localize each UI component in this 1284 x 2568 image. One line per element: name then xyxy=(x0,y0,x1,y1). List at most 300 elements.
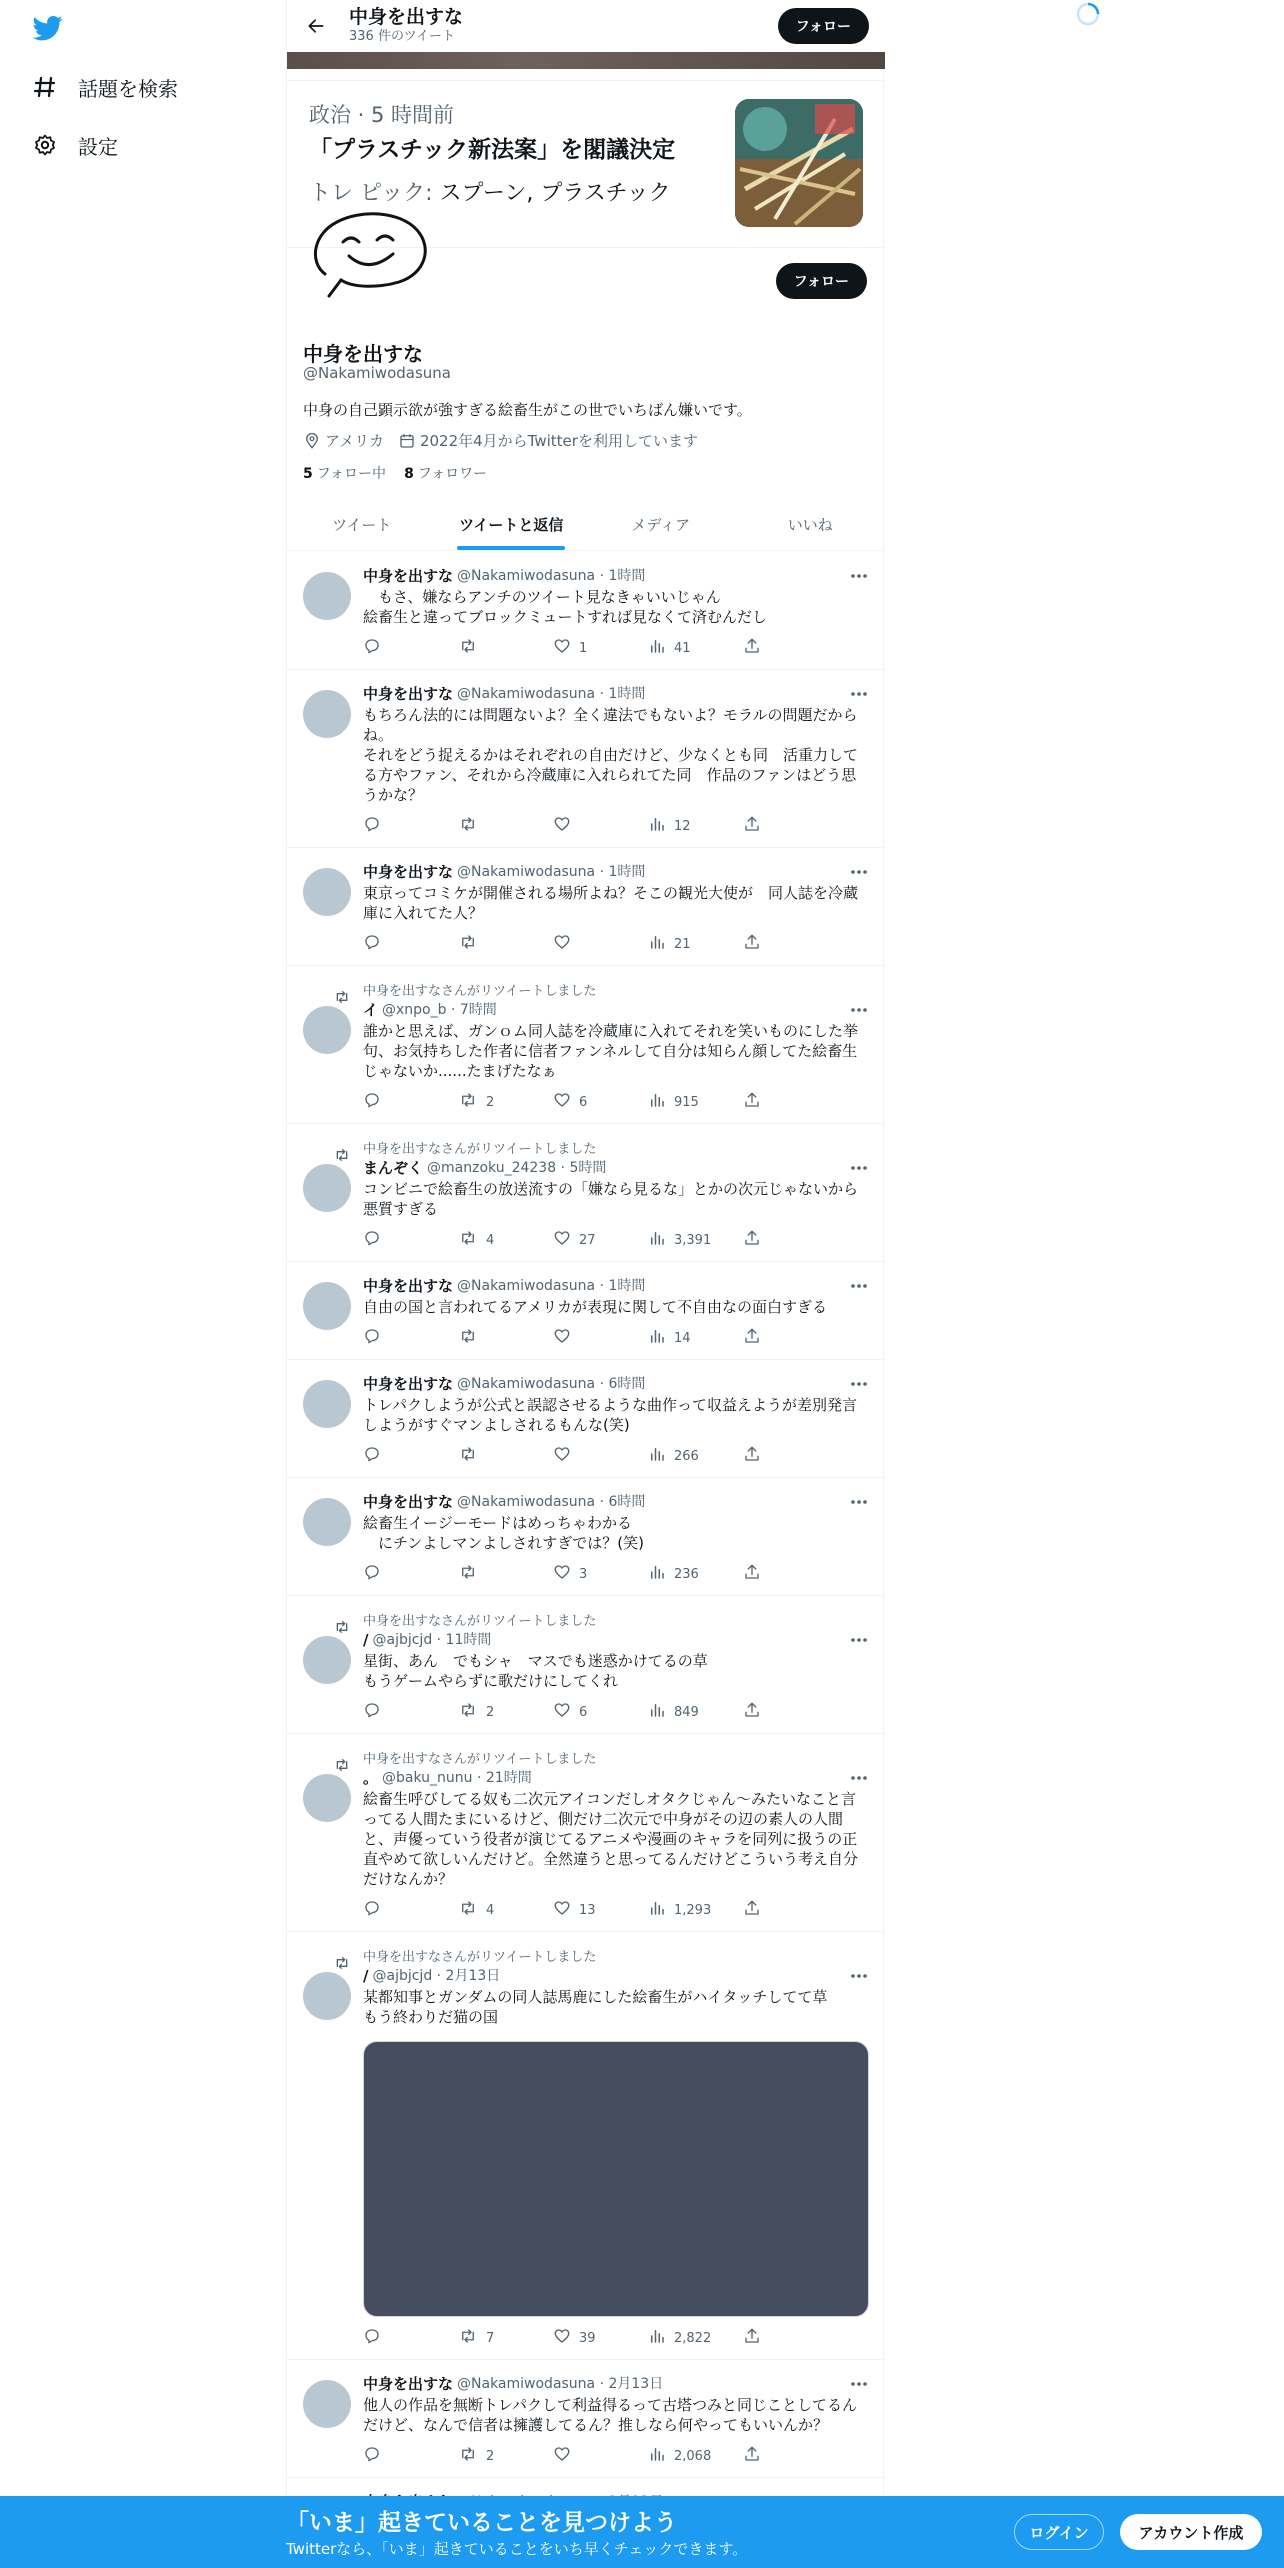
share-button[interactable] xyxy=(743,637,769,659)
tweet-actions xyxy=(363,815,783,837)
retweet-action-icon xyxy=(458,1899,486,1921)
more-options-icon[interactable] xyxy=(849,684,869,704)
tweet-text: 誰かと思えば、ガンｏム同人誌を冷蔵庫に入れてそれを笑いものにした挙句、お気持ちした作者に信者ファンネルして自分は知らん顔してた絵畜生じゃないか......たまげたなぁ xyxy=(363,1022,859,1080)
tweet[interactable] xyxy=(287,1734,885,1932)
like-button[interactable] xyxy=(553,1229,648,1251)
profile-avatar[interactable] xyxy=(303,196,443,306)
tweet-author-name[interactable]: 中身を出すな xyxy=(363,1493,454,1511)
view-count: 236 xyxy=(674,1566,699,1582)
avatar[interactable] xyxy=(303,1498,351,1546)
like-count: 6 xyxy=(579,1094,588,1110)
tweet-header xyxy=(363,862,869,882)
tweet-header xyxy=(363,1630,869,1650)
tweet-text: 絵畜生呼びしてる奴も二次元アイコンだしオタクじゃん〜みたいなこと言ってる人間たまにいるけど、側だけ二次元で中身がその辺の素人の人間と、声優っていう役者が演じてるアニメや漫画のキャラを同列に扱うの正直やめて欲しいんだけど。全然違うと思ってるんだけどこういう考え自分だけなんか？ xyxy=(363,1790,859,1888)
share-button[interactable] xyxy=(743,2445,769,2467)
tweet[interactable] xyxy=(287,966,885,1124)
avatar[interactable] xyxy=(303,868,351,916)
reply-button[interactable] xyxy=(363,1701,458,1723)
bar-chart-icon xyxy=(648,1229,674,1251)
avatar[interactable] xyxy=(303,572,351,620)
retweet-action-icon xyxy=(458,815,486,837)
reply-icon xyxy=(363,1701,389,1723)
nav-explore-label: 話題を検索 xyxy=(78,76,178,101)
tweet-actions xyxy=(363,637,783,659)
tweet-media-image[interactable] xyxy=(363,2041,869,2317)
twitter-logo-icon[interactable] xyxy=(32,13,64,43)
view-count: 12 xyxy=(674,818,691,834)
views-button[interactable] xyxy=(648,815,743,837)
retweet-action-icon xyxy=(458,1229,486,1251)
retweet-context xyxy=(359,1748,869,1766)
profile-location-text: アメリカ xyxy=(325,432,384,450)
like-button[interactable] xyxy=(553,815,648,837)
share-icon xyxy=(743,1229,769,1251)
profile-bio: 中身の自己顕示欲が強すぎる絵畜生がこの世でいちばん嫌いです。 xyxy=(303,401,752,419)
back-button[interactable] xyxy=(299,9,333,43)
avatar[interactable] xyxy=(303,1006,351,1054)
share-icon xyxy=(743,2327,769,2349)
share-button[interactable] xyxy=(743,1563,769,1585)
like-button[interactable] xyxy=(553,1563,648,1585)
tweet-header xyxy=(363,1492,869,1512)
nav-settings[interactable] xyxy=(32,125,118,165)
tweet-actions xyxy=(363,2445,783,2467)
share-icon xyxy=(743,2445,769,2467)
view-count: 3,391 xyxy=(674,1232,712,1248)
tweet[interactable] xyxy=(287,848,885,966)
tweet-author-name[interactable]: / xyxy=(363,1631,369,1649)
like-button[interactable] xyxy=(553,1701,648,1723)
share-button[interactable] xyxy=(743,1899,769,1921)
share-button[interactable] xyxy=(743,1701,769,1723)
retweet-context-text: 中身を出すなさんがリツイートしました xyxy=(363,1949,597,1965)
signup-button[interactable]: アカウント作成 xyxy=(1120,2514,1262,2550)
share-icon xyxy=(743,1445,769,1467)
heart-icon xyxy=(553,1701,579,1723)
retweet-button[interactable] xyxy=(458,1701,553,1723)
bar-chart-icon xyxy=(648,815,674,837)
retweet-button[interactable] xyxy=(458,1091,553,1113)
reply-icon xyxy=(363,1899,389,1921)
tweet-text: 他人の作品を無断トレパクして利益得るって古塔つみと同じことしてるんだけど、なんで信者は擁護してるん？推しなら何やってもいいんか？ xyxy=(363,2396,857,2434)
tweet-author-name[interactable]: 中身を出すな xyxy=(363,863,454,881)
share-button[interactable] xyxy=(743,2327,769,2349)
view-count: 14 xyxy=(674,1330,691,1346)
reply-icon xyxy=(363,2445,389,2467)
nav-explore[interactable] xyxy=(32,67,178,107)
trend-image xyxy=(735,99,863,227)
reply-icon xyxy=(363,1091,389,1113)
share-button[interactable] xyxy=(743,815,769,837)
tweet-author-name[interactable]: 中身を出すな xyxy=(363,685,454,703)
tweet[interactable] xyxy=(287,1596,885,1734)
tweet-text: もさ、嫌ならアンチのツイート見なきゃいいじゃん 絵畜生と違ってブロックミュートすれば見なくて済むんだし xyxy=(363,588,767,626)
tweet-actions xyxy=(363,1899,783,1921)
heart-icon xyxy=(553,2445,579,2467)
tweet[interactable] xyxy=(287,2360,885,2478)
share-button[interactable] xyxy=(743,1327,769,1349)
avatar[interactable] xyxy=(303,1972,351,2020)
tweet-author-handle[interactable]: @ajbjcjd · 2月13日 xyxy=(372,1968,501,1984)
retweet-action-icon xyxy=(458,2445,486,2467)
more-options-icon[interactable] xyxy=(849,1000,869,1020)
tweet-author-handle[interactable]: @xnpo_b · 7時間 xyxy=(382,1002,497,1018)
signup-banner xyxy=(0,2496,1284,2568)
tweet-actions xyxy=(363,1563,783,1585)
tweet-header xyxy=(363,1276,869,1296)
reply-button[interactable] xyxy=(363,1091,458,1113)
reply-button[interactable] xyxy=(363,1899,458,1921)
bar-chart-icon xyxy=(648,1327,674,1349)
retweet-button[interactable] xyxy=(458,815,553,837)
views-button[interactable] xyxy=(648,1327,743,1349)
retweet-button[interactable] xyxy=(458,1229,553,1251)
tweet-author-handle[interactable]: @Nakamiwodasuna · 1時間 xyxy=(457,686,646,702)
like-button[interactable] xyxy=(553,2327,648,2349)
tweet-actions xyxy=(363,1327,783,1349)
reply-button[interactable] xyxy=(363,933,458,955)
tweet-actions xyxy=(363,1229,783,1251)
share-icon xyxy=(743,1563,769,1585)
followers-count: 8 xyxy=(404,466,414,482)
more-options-icon[interactable] xyxy=(849,566,869,586)
view-count: 1,293 xyxy=(674,1902,712,1918)
profile-follow-button[interactable]: フォロー xyxy=(776,263,867,299)
tweet-text: 星街、あん でもシャ マスでも迷惑かけてるの草 もうゲームやらずに歌だけにしてくれ xyxy=(363,1652,708,1690)
header-tweet-count: 336 件のツイート xyxy=(349,29,456,44)
tweet-author-handle[interactable]: @Nakamiwodasuna · 6時間 xyxy=(457,1494,646,1510)
bar-chart-icon xyxy=(648,1091,674,1113)
views-button[interactable] xyxy=(648,1229,743,1251)
profile-location xyxy=(303,430,384,451)
share-icon xyxy=(743,815,769,837)
avatar[interactable] xyxy=(303,1380,351,1428)
loading-spinner-icon xyxy=(1075,1,1101,27)
tab-3[interactable]: いいね xyxy=(787,515,833,534)
avatar[interactable] xyxy=(303,690,351,738)
profile-meta xyxy=(303,430,712,451)
reply-icon xyxy=(363,637,389,659)
retweet-button[interactable] xyxy=(458,1899,553,1921)
tweet-author-name[interactable]: 中身を出すな xyxy=(363,1375,454,1393)
retweet-action-icon xyxy=(458,933,486,955)
tweet-actions xyxy=(363,2327,783,2349)
tweet-author-name[interactable]: 中身を出すな xyxy=(363,1277,454,1295)
followers-link[interactable] xyxy=(404,463,487,483)
tweet[interactable] xyxy=(287,1360,885,1478)
header-follow-button[interactable]: フォロー xyxy=(778,8,869,44)
like-button[interactable] xyxy=(553,2445,648,2467)
share-icon xyxy=(743,1327,769,1349)
bar-chart-icon xyxy=(648,1701,674,1723)
tweet-author-name[interactable]: / xyxy=(363,1967,369,1985)
more-options-icon[interactable] xyxy=(849,1492,869,1512)
profile-joined xyxy=(398,430,698,451)
profile-tabs xyxy=(287,498,885,551)
retweet-button[interactable] xyxy=(458,1445,553,1467)
hashtag-icon xyxy=(32,74,58,100)
retweet-context-text: 中身を出すなさんがリツイートしました xyxy=(363,1141,597,1157)
retweet-count: 2 xyxy=(486,1094,495,1110)
reply-icon xyxy=(363,933,389,955)
login-button[interactable]: ログイン xyxy=(1014,2514,1104,2550)
share-icon xyxy=(743,637,769,659)
tab-0[interactable]: ツイート xyxy=(332,515,392,534)
trend-title: 「プラスチック新法案」を閣議決定 xyxy=(309,137,676,163)
tweet-author-handle[interactable]: @manzoku_24238 · 5時間 xyxy=(427,1160,607,1176)
reply-button[interactable] xyxy=(363,815,458,837)
tweet-author-handle[interactable]: @baku_nunu · 21時間 xyxy=(382,1770,532,1786)
tweet-actions xyxy=(363,1445,783,1467)
retweet-count: 2 xyxy=(486,1704,495,1720)
heart-icon xyxy=(553,2327,579,2349)
views-button[interactable] xyxy=(648,933,743,955)
retweet-button[interactable] xyxy=(458,1327,553,1349)
share-button[interactable] xyxy=(743,1445,769,1467)
share-icon xyxy=(743,1899,769,1921)
share-icon xyxy=(743,933,769,955)
profile-banner xyxy=(287,52,885,69)
reply-button[interactable] xyxy=(363,1563,458,1585)
bar-chart-icon xyxy=(648,2445,674,2467)
retweet-action-icon xyxy=(458,1445,486,1467)
more-options-icon[interactable] xyxy=(849,1276,869,1296)
reply-button[interactable] xyxy=(363,637,458,659)
view-count: 915 xyxy=(674,1094,699,1110)
arrow-left-icon xyxy=(306,16,326,36)
tweet-author-handle[interactable]: @Nakamiwodasuna · 2月13日 xyxy=(457,2376,664,2392)
retweet-action-icon xyxy=(458,1091,486,1113)
like-count: 27 xyxy=(579,1232,596,1248)
views-button[interactable] xyxy=(648,637,743,659)
tweet[interactable] xyxy=(287,1932,885,2360)
more-options-icon[interactable] xyxy=(849,862,869,882)
reply-icon xyxy=(363,1229,389,1251)
following-link[interactable] xyxy=(303,463,386,483)
tweet-header xyxy=(363,1158,869,1178)
more-options-icon[interactable] xyxy=(849,1768,869,1788)
tweet-header xyxy=(363,684,869,704)
gear-icon xyxy=(32,132,58,158)
following-count: 5 xyxy=(303,466,313,482)
bar-chart-icon xyxy=(648,2327,674,2349)
like-button[interactable] xyxy=(553,1899,648,1921)
view-count: 849 xyxy=(674,1704,699,1720)
retweet-count: 4 xyxy=(486,1902,495,1918)
tab-2[interactable]: メディア xyxy=(631,515,691,534)
view-count: 266 xyxy=(674,1448,699,1464)
heart-icon xyxy=(553,815,579,837)
more-options-icon[interactable] xyxy=(849,1374,869,1394)
view-count: 2,822 xyxy=(674,2330,712,2346)
retweet-context-text: 中身を出すなさんがリツイートしました xyxy=(363,1613,597,1629)
reply-button[interactable] xyxy=(363,1445,458,1467)
avatar[interactable] xyxy=(303,1774,351,1822)
views-button[interactable] xyxy=(648,1899,743,1921)
avatar[interactable] xyxy=(303,1636,351,1684)
more-options-icon[interactable] xyxy=(849,1158,869,1178)
heart-icon xyxy=(553,1899,579,1921)
share-button[interactable] xyxy=(743,933,769,955)
tweet-header xyxy=(363,1374,869,1394)
signup-banner-title: 「いま」起きていることを見つけよう xyxy=(286,2510,677,2536)
like-button[interactable] xyxy=(553,637,648,659)
tweet-author-name[interactable]: 中身を出すな xyxy=(363,567,454,585)
retweet-action-icon xyxy=(458,637,486,659)
heart-icon xyxy=(553,1229,579,1251)
like-count: 13 xyxy=(579,1902,596,1918)
bar-chart-icon xyxy=(648,1445,674,1467)
header-name: 中身を出すな xyxy=(349,6,464,28)
retweet-action-icon xyxy=(458,1563,486,1585)
retweet-context-text: 中身を出すなさんがリツイートしました xyxy=(363,1751,597,1767)
tab-1[interactable]: ツイートと返信 xyxy=(437,498,587,550)
tweet-text: 絵畜生イージーモードはめっちゃわかる にチンよしマンよしされすぎでは？(笑) xyxy=(363,1514,644,1552)
tweet-text: 東京ってコミケが開催される場所よね？そこの観光大使が 同人誌を冷蔵庫に入れてた人？ xyxy=(363,884,859,922)
like-button[interactable] xyxy=(553,1091,648,1113)
profile-handle: @Nakamiwodasuna xyxy=(303,364,451,382)
tweet-header xyxy=(363,1768,869,1788)
tweet[interactable] xyxy=(287,670,885,848)
profile-joined-text: 2022年4月からTwitterを利用しています xyxy=(419,432,698,450)
trend-topic-value: スプーン, プラスチック xyxy=(439,181,671,206)
tweet-author-handle[interactable]: @Nakamiwodasuna · 6時間 xyxy=(457,1376,646,1392)
tweet-text: トレパクしようが公式と誤認させるような曲作って収益えようが差別発言しようがすぐマンよしされるもんな(笑) xyxy=(363,1396,857,1434)
like-button[interactable] xyxy=(553,933,648,955)
retweet-context xyxy=(359,1138,869,1156)
views-button[interactable] xyxy=(648,1091,743,1113)
retweet-button[interactable] xyxy=(458,1563,553,1585)
retweet-action-icon xyxy=(458,1327,486,1349)
views-button[interactable] xyxy=(648,2445,743,2467)
more-options-icon[interactable] xyxy=(849,1630,869,1650)
reply-icon xyxy=(363,815,389,837)
tweet-header xyxy=(363,2374,869,2394)
views-button[interactable] xyxy=(648,2327,743,2349)
views-button[interactable] xyxy=(648,1445,743,1467)
tweet[interactable] xyxy=(287,552,885,670)
tweet-author-name[interactable]: 中身を出すな xyxy=(363,2375,454,2393)
heart-icon xyxy=(553,1091,579,1113)
followers-label: フォロワー xyxy=(417,466,488,482)
view-count: 41 xyxy=(674,640,691,656)
signup-banner-subtitle: Twitterなら、「いま」起きていることをいち早くチェックできます。 xyxy=(286,2540,748,2558)
retweet-button[interactable] xyxy=(458,637,553,659)
tweet[interactable] xyxy=(287,1262,885,1360)
reply-icon xyxy=(363,1563,389,1585)
retweet-action-icon xyxy=(458,1701,486,1723)
more-options-icon[interactable] xyxy=(849,1966,869,1986)
reply-icon xyxy=(363,1327,389,1349)
tweet-text: コンビニで絵畜生の放送流すの「嫌なら見るな」とかの次元じゃないから悪質すぎる xyxy=(363,1180,859,1218)
like-button[interactable] xyxy=(553,1445,648,1467)
trend-topic-prefix: トレ ピック: xyxy=(309,181,440,206)
tweet-feed xyxy=(287,552,885,2523)
reply-button[interactable] xyxy=(363,1327,458,1349)
profile-header-bar xyxy=(287,0,885,52)
reply-button[interactable] xyxy=(363,2445,458,2467)
calendar-icon xyxy=(398,432,416,450)
share-button[interactable] xyxy=(743,1091,769,1113)
tweet-header xyxy=(363,1000,869,1020)
retweet-count: 2 xyxy=(486,2448,495,2464)
tweet-author-name[interactable]: 。 xyxy=(363,1769,379,1787)
reply-button[interactable] xyxy=(363,2327,458,2349)
profile-name: 中身を出すな xyxy=(303,342,423,366)
avatar[interactable] xyxy=(303,2380,351,2428)
heart-icon xyxy=(553,1327,579,1349)
retweet-button[interactable] xyxy=(458,933,553,955)
tweet-author-handle[interactable]: @ajbjcjd · 11時間 xyxy=(372,1632,492,1648)
reply-icon xyxy=(363,1445,389,1467)
avatar[interactable] xyxy=(303,1282,351,1330)
retweet-context xyxy=(359,1610,869,1628)
avatar[interactable] xyxy=(303,1164,351,1212)
heart-icon xyxy=(553,1445,579,1467)
heart-icon xyxy=(553,933,579,955)
retweet-context-text: 中身を出すなさんがリツイートしました xyxy=(363,983,597,999)
tweet-actions xyxy=(363,1701,783,1723)
retweet-context xyxy=(359,980,869,998)
retweet-count: 4 xyxy=(486,1232,495,1248)
bar-chart-icon xyxy=(648,1899,674,1921)
heart-icon xyxy=(553,1563,579,1585)
nav-settings-label: 設定 xyxy=(78,134,118,159)
tweet-author-handle[interactable]: @Nakamiwodasuna · 1時間 xyxy=(457,864,646,880)
view-count: 2,068 xyxy=(674,2448,712,2464)
share-icon xyxy=(743,1091,769,1113)
like-count: 39 xyxy=(579,2330,596,2346)
retweet-count: 7 xyxy=(486,2330,495,2346)
trend-meta: 政治 · 5 時間前 xyxy=(309,103,455,127)
retweet-context xyxy=(359,1946,869,1964)
more-options-icon[interactable] xyxy=(849,2374,869,2394)
like-count: 6 xyxy=(579,1704,588,1720)
tweet-header xyxy=(363,1966,869,1986)
tweet-author-name[interactable]: イ xyxy=(363,1001,379,1019)
tweet-text: 某都知事とガンダムの同人誌馬鹿にした絵畜生がハイタッチしてて草 もう終わりだ猫の国 xyxy=(363,1988,828,2026)
following-label: フォロー中 xyxy=(316,466,387,482)
views-button[interactable] xyxy=(648,1701,743,1723)
tweet[interactable] xyxy=(287,1478,885,1596)
reply-icon xyxy=(363,2327,389,2349)
bar-chart-icon xyxy=(648,933,674,955)
share-button[interactable] xyxy=(743,1229,769,1251)
tweet[interactable] xyxy=(287,1124,885,1262)
reply-button[interactable] xyxy=(363,1229,458,1251)
view-count: 21 xyxy=(674,936,691,952)
retweet-action-icon xyxy=(458,2327,486,2349)
like-button[interactable] xyxy=(553,1327,648,1349)
tweet-author-name[interactable]: まんぞく xyxy=(363,1159,424,1177)
tweet-author-handle[interactable]: @Nakamiwodasuna · 1時間 xyxy=(457,1278,646,1294)
views-button[interactable] xyxy=(648,1563,743,1585)
tweet-actions xyxy=(363,1091,783,1113)
tweet-text: もちろん法的には問題ないよ？全く違法でもないよ？モラルの問題だからね。 それをどう捉えるかはそれぞれの自由だけど、少なくとも同 活重力してる方やファン、それから冷蔵庫に入れられてた同 作品のファンはどう思うかな？ xyxy=(363,706,859,804)
bar-chart-icon xyxy=(648,637,674,659)
profile-stats xyxy=(303,463,505,483)
tweet-header xyxy=(363,566,869,586)
bar-chart-icon xyxy=(648,1563,674,1585)
tweet-author-handle[interactable]: @Nakamiwodasuna · 1時間 xyxy=(457,568,646,584)
like-count: 3 xyxy=(579,1566,588,1582)
main-column xyxy=(286,0,884,2568)
retweet-button[interactable] xyxy=(458,2327,553,2349)
tweet-actions xyxy=(363,933,783,955)
tweet-text: 自由の国と言われてるアメリカが表現に関して不自由なの面白すぎる xyxy=(363,1298,827,1316)
retweet-button[interactable] xyxy=(458,2445,553,2467)
like-count: 1 xyxy=(579,640,588,656)
